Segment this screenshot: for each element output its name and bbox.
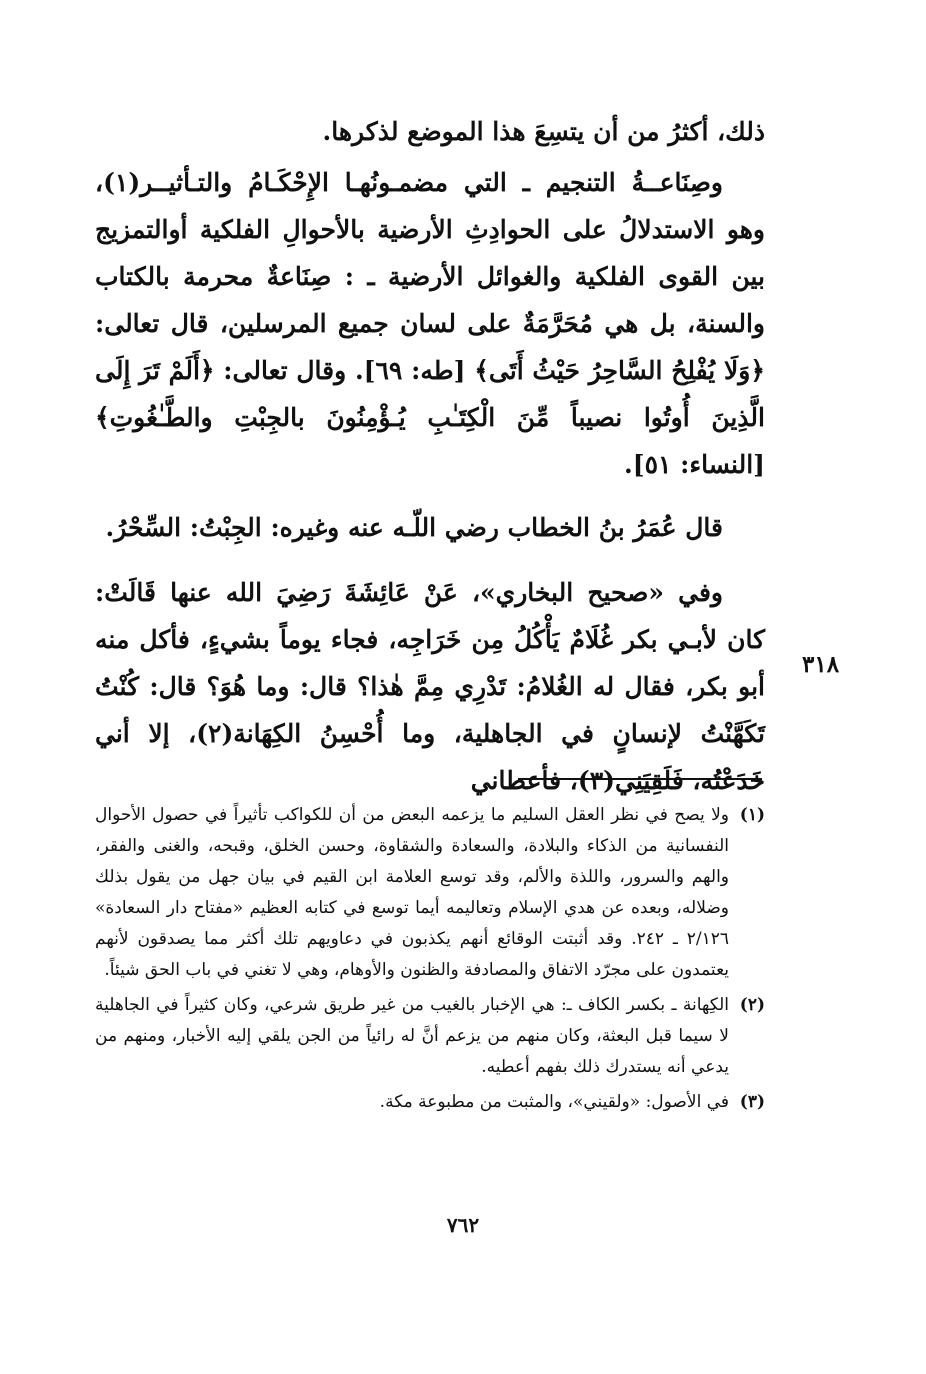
paragraph-continuation: ذلك، أكثرُ من أن يتسِعَ هذا الموضع لذكرها. [322, 117, 765, 146]
footnote-text: في الأصول: «ولقيني»، والمثبت من مطبوعة مكة. [379, 1092, 729, 1112]
footnote-separator [518, 778, 762, 780]
footnote [95, 800, 765, 986]
footnote-number: (٢) [739, 995, 765, 1015]
paragraph-umar-quote: قال عُمَرُ بنُ الخطاب رضي اللّـه عنه وغيره: الجِبْتُ: السِّحْرُ. [105, 513, 723, 542]
paragraph-astrology: وصِنَاعــةُ التنجيم ـ التي مضمـونُهـا الإِحْكَـامُ والتـأثيــر(١)، وهو الاستدلالُ على الحوادِثِ الأرضية بالأحوالِ الفلكية أوالتمزيج بين القوى الفلكية والغوائل الأرضية ـ : صِنَاعةٌ محرمة بالكتاب والسنة، بل هي مُحَرَّمَةٌ على لسان جميع المرسلين، قال تعالى: ﴿وَلَا يُفْلِحُ السَّاحِرُ حَيْثُ أَتَى﴾ [طه: ٦٩]. وقال تعالى: ﴿أَلَمْ تَرَ إِلَى الَّذِينَ أُوتُوا نصيباً مِّنَ الْكِتَـٰبِ يُـؤْمِنُونَ بالجِبْتِ والطَّـٰغُوتِ﴾ [النساء: ٥١]. [95, 168, 765, 479]
footnote-text: ولا يصح في نظر العقل السليم ما يزعمه البعض من أن للكواكب تأثيراً في حصول الأحوال النفسانية من الذكاء والبلادة، والسعادة والشقاوة، وحسن الخلق، وقبحه، والغنى والفقر، والهم والسرور، واللذة والألم، وقد توسع العلامة ابن القيم في بيان جهل من يقول بذلك وضلاله، وبعده عن هدي الإسلام وتعاليمه أيما توسع في كتابه العظيم «مفتاح دار السعادة» ٢/١٢٦ ـ ٢٤٢. وقد أثبتت الوقائع أنهم يكذبون في دعاويهم تلك أكثر مما يصدقون لأنهم يعتمدون على مجرّد الاتفاق والمصادفة والظنون والأوهام، وهي لا تغني في باب الحق شيئاً. [95, 805, 730, 980]
footnote [95, 1087, 765, 1118]
footnotes [95, 800, 765, 1122]
main-text [95, 108, 765, 804]
footnote-text: الكِهانة ـ بكسر الكاف ـ: هي الإخبار بالغيب من غير طريق شرعي، وكان كثيراً في الجاهلية لا سيما قبل البعثة، وكان منهم من يزعم أنَّ له رائياً من الجن يلقي إليه الأخبار، ومنهم من يدعي أنه يستدرك ذلك بفهم أعطيه. [95, 995, 729, 1077]
side-reference-number: ٣١٨ [802, 651, 840, 678]
footnote-number: (٣) [739, 1092, 765, 1112]
page-number: ٧٦٢ [446, 1213, 480, 1237]
footnote [95, 990, 765, 1083]
paragraph-bukhari-hadith: وفي «صحيح البخاري»، عَنْ عَائِشَةَ رَضِيَ الله عنها قَالَتْ: كان لأبـي بكر غُلَامٌ يَأْكُلُ مِن خَرَاجِه، فجاء يوماً بشيءٍ، فأكل منه أبو بكر، فقال له الغُلامُ: تَدْرِي مِمَّ هٰذا؟ قال: وما هُوَ؟ قال: كُنْتُ تَكَهَّنْتُ لإنسانٍ في الجاهلية، وما أُحْسِنُ الكِهَانة(٢)، إلا أني خَدَعْتُه، فَلَقِيَنِي(٣)، فأعطاني [95, 578, 765, 795]
footnote-number: (١) [739, 805, 765, 825]
